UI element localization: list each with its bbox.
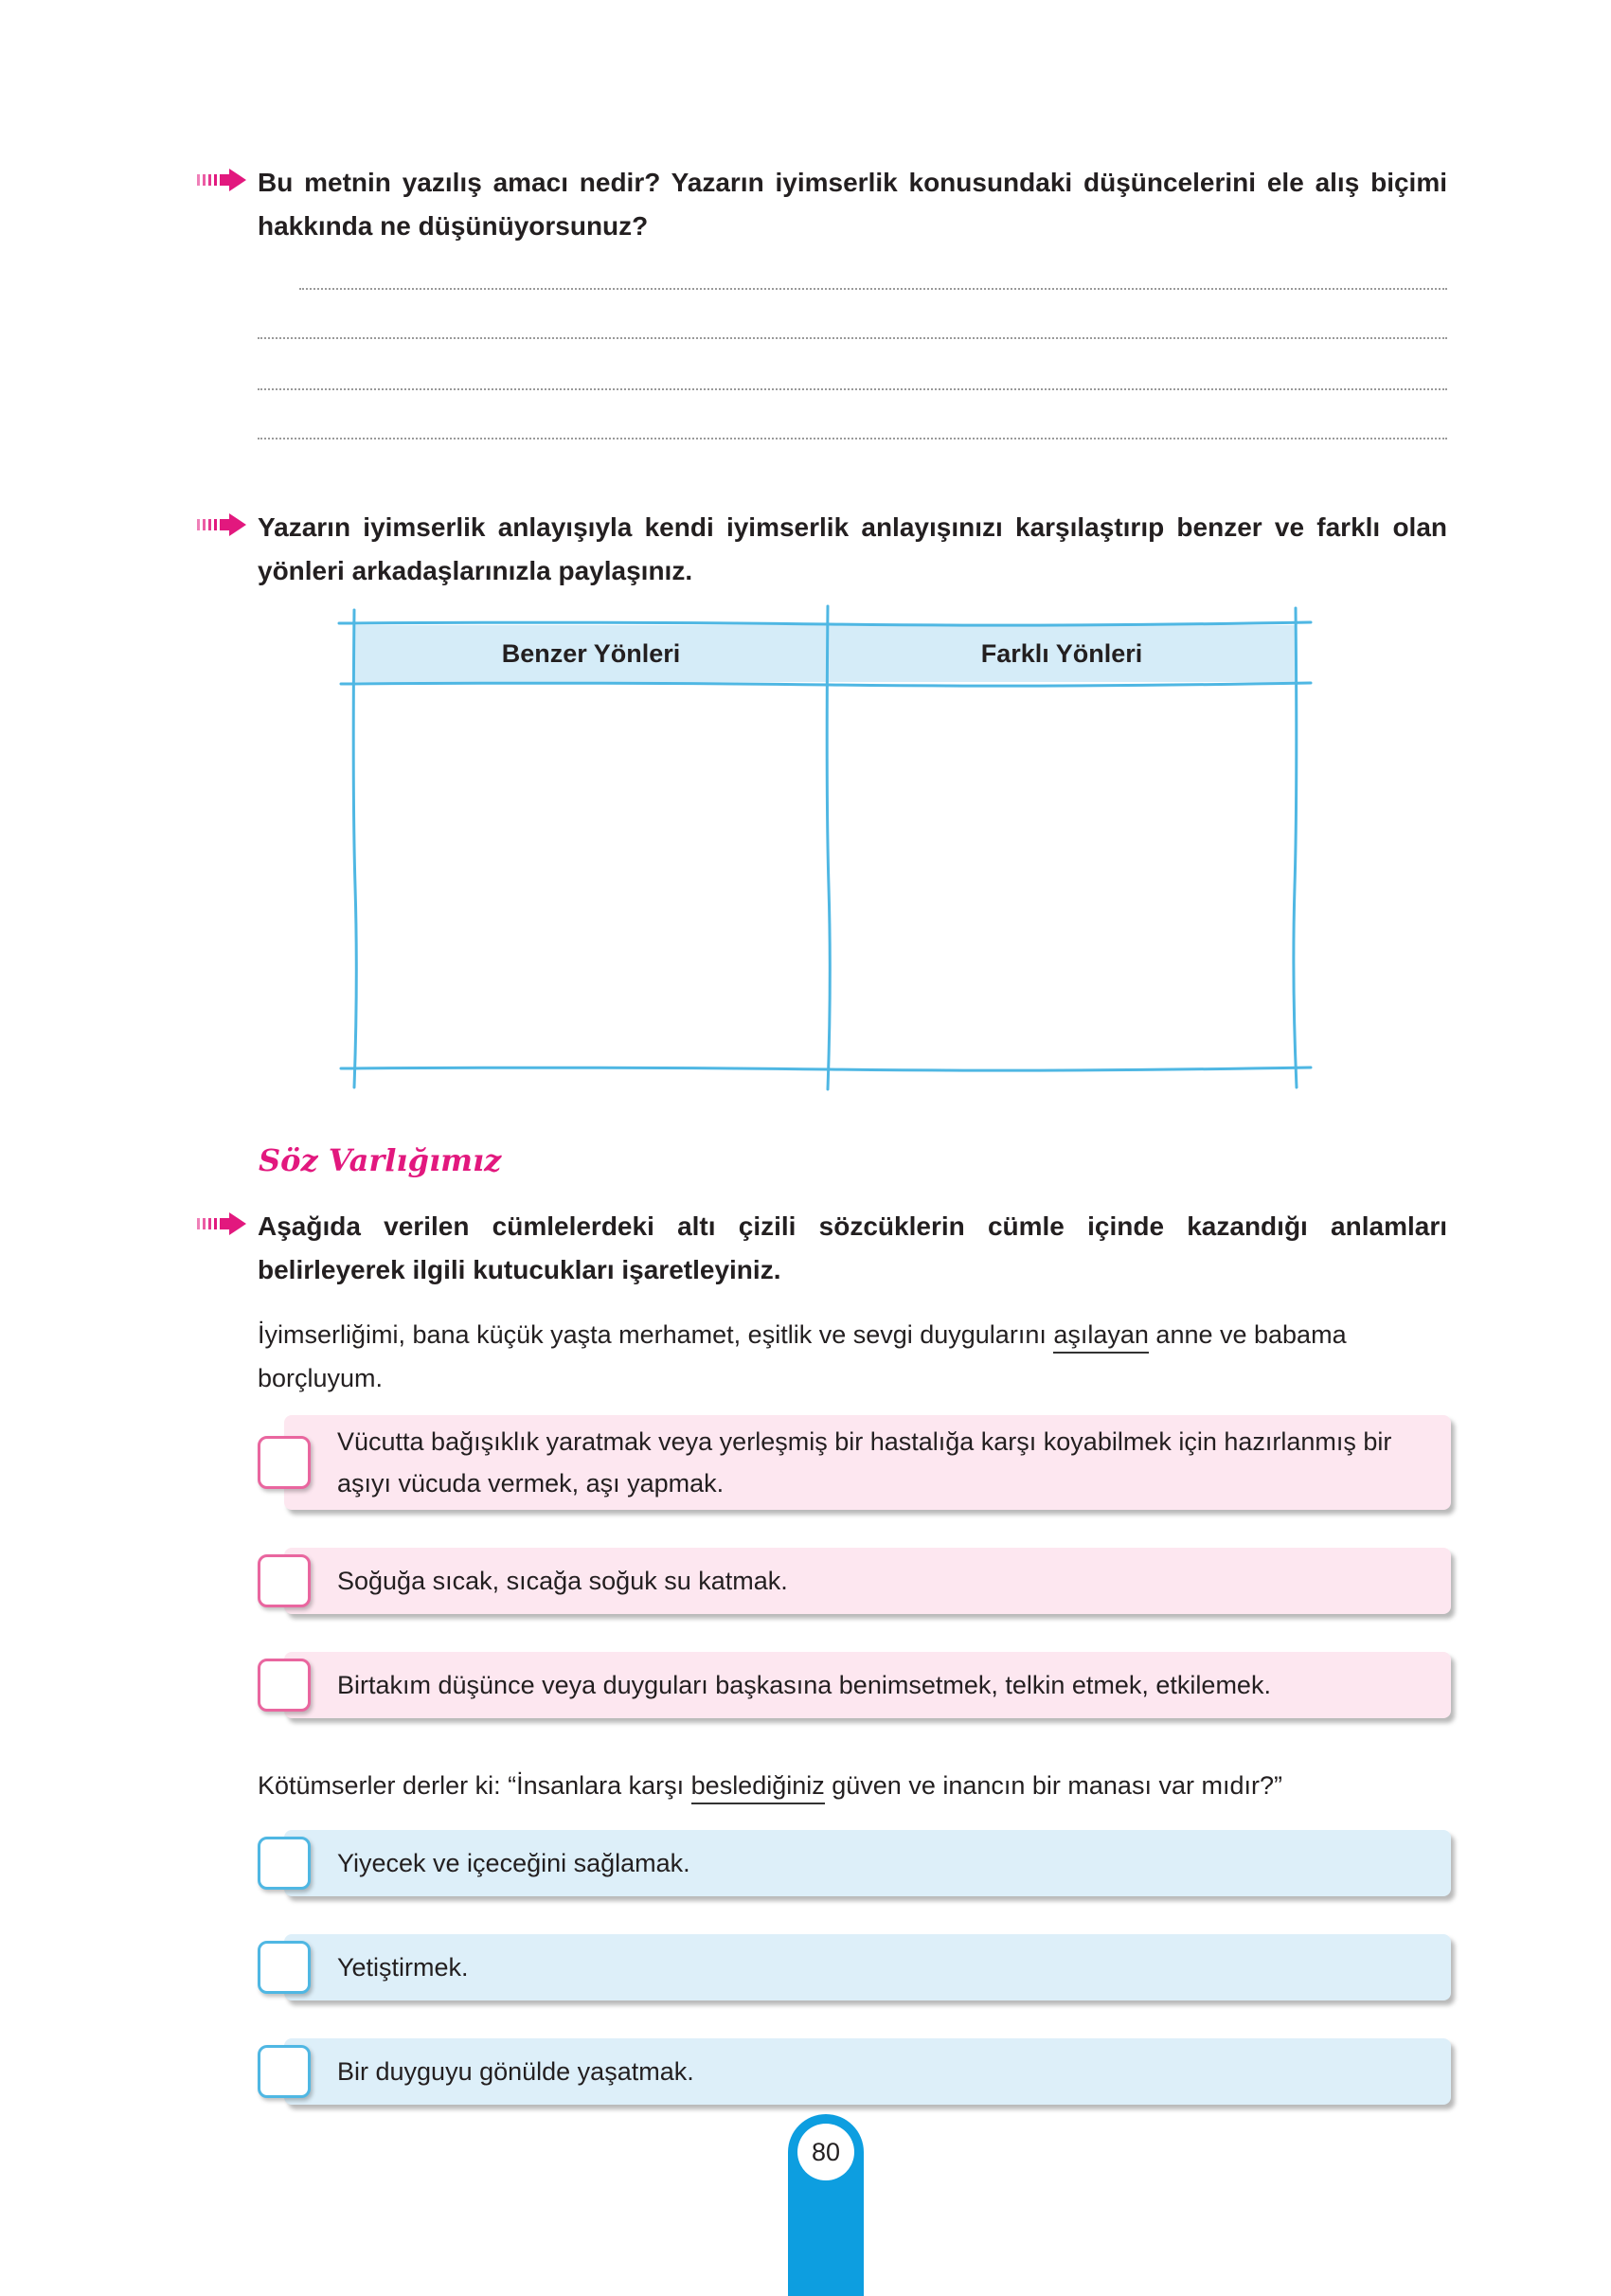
underlined-word-1: aşılayan	[1053, 1320, 1149, 1354]
option-1b	[284, 1548, 1451, 1614]
sentence-1-after: anne ve babama borçluyum.	[258, 1320, 1347, 1392]
option-1c	[284, 1652, 1451, 1718]
option-2b-text: Yetiştirmek.	[337, 1953, 469, 1982]
underlined-word-2: beslediğiniz	[691, 1771, 825, 1804]
sentence-2	[258, 1764, 1451, 1807]
answer-line-2[interactable]	[258, 337, 1447, 339]
option-1a	[284, 1415, 1451, 1510]
question-1	[197, 161, 1447, 248]
checkbox-2b[interactable]	[258, 1941, 311, 1994]
option-1c-text: Birtakım düşünce veya duyguları başkasına benimsetmek, telkin etmek, etkilemek.	[337, 1671, 1271, 1699]
checkbox-2c[interactable]	[258, 2045, 311, 2098]
arrow-right-icon	[197, 1212, 246, 1235]
instruction-text: Aşağıda verilen cümlelerdeki altı çizili sözcüklerin cümle içinde kazandığı anlamları belirleyerek ilgili kutucukları işaretleyiniz.	[258, 1211, 1447, 1284]
table-header-similar: Benzer Yönleri	[501, 639, 681, 668]
answer-line-1[interactable]	[299, 288, 1447, 290]
option-1b-text: Soğuğa sıcak, sıcağa soğuk su katmak.	[337, 1567, 788, 1595]
checkbox-2a[interactable]	[258, 1837, 311, 1890]
checkbox-1b[interactable]	[258, 1554, 311, 1607]
sentence-1-before: İyimserliğimi, bana küçük yaşta merhamet, eşitlik ve sevgi duygularını	[258, 1320, 1054, 1349]
section-title: Söz Varlığımız	[259, 1142, 502, 1178]
option-2a-text: Yiyecek ve içeceğini sağlamak.	[337, 1849, 690, 1877]
arrow-right-icon	[197, 513, 246, 536]
sentence-2-after: güven ve inancın bir manası var mıdır?”	[824, 1771, 1282, 1800]
arrow-right-icon	[197, 169, 246, 191]
page-number: 80	[797, 2124, 854, 2180]
option-2c-text: Bir duyguyu gönülde yaşatmak.	[337, 2057, 694, 2086]
question-2	[197, 506, 1447, 593]
section-instruction	[197, 1205, 1447, 1292]
question-2-text: Yazarın iyimserlik anlayışıyla kendi iyimserlik anlayışınızı karşılaştırıp benzer ve farklı olan yönleri arkadaşlarınızla paylaşınız.	[258, 512, 1447, 585]
option-2a	[284, 1830, 1451, 1896]
table-cell-similar[interactable]	[358, 686, 822, 1065]
option-1a-text: Vücutta bağışıklık yaratmak veya yerleşmiş bir hastalığa karşı koyabilmek için hazırlanmış bir aşıyı vücuda vermek, aşı yapmak.	[337, 1427, 1392, 1498]
sentence-1	[258, 1313, 1451, 1400]
checkbox-1a[interactable]	[258, 1436, 311, 1489]
table-cell-different[interactable]	[832, 686, 1296, 1065]
table-header-different: Farklı Yönleri	[980, 639, 1143, 668]
question-1-text: Bu metnin yazılış amacı nedir? Yazarın iyimserlik konusundaki düşüncelerini ele alış biçimi hakkında ne düşünüyorsunuz?	[258, 168, 1447, 241]
sentence-2-before: Kötümserler derler ki: “İnsanlara karşı	[258, 1771, 691, 1800]
answer-line-3[interactable]	[258, 388, 1447, 390]
answer-line-4[interactable]	[258, 438, 1447, 439]
option-2c	[284, 2038, 1451, 2105]
option-2b	[284, 1934, 1451, 2000]
checkbox-1c[interactable]	[258, 1659, 311, 1712]
